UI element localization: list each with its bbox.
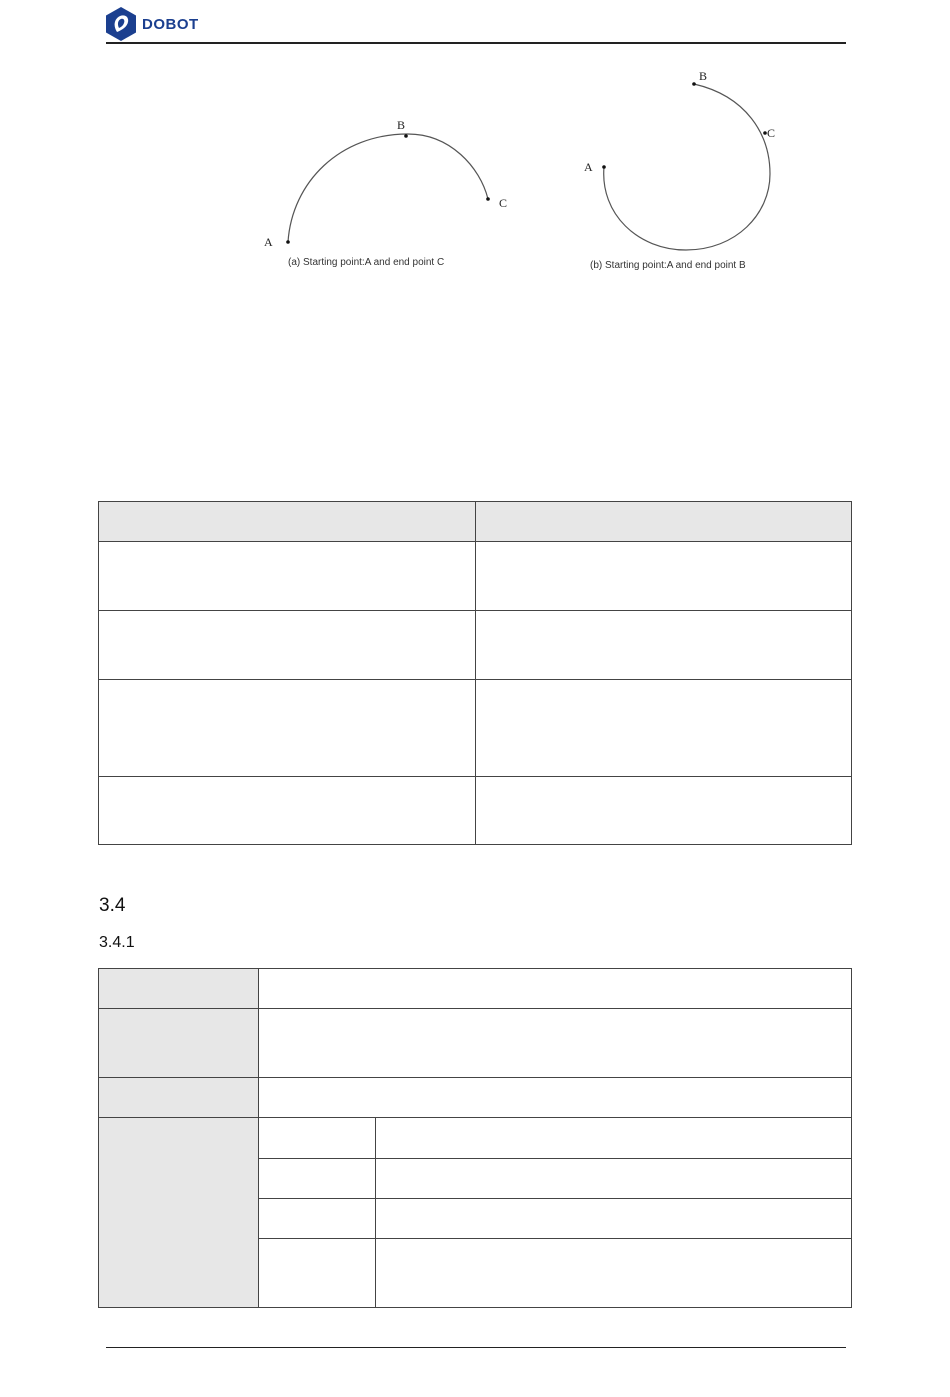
subsection-heading: 3.4.1 xyxy=(99,934,135,951)
arc-a-label-c: C xyxy=(499,196,508,210)
table-cell xyxy=(476,680,852,777)
arc-b-curve xyxy=(604,84,770,250)
header-rule xyxy=(106,42,846,44)
figure-a-caption: (a) Starting point:A and end point C xyxy=(288,257,445,268)
table-header-cell xyxy=(476,502,852,542)
table-row xyxy=(99,542,852,611)
table-label-cell xyxy=(99,1078,259,1118)
header-logo xyxy=(104,6,199,42)
arc-a-label-a: A xyxy=(264,235,273,249)
table-row xyxy=(99,680,852,777)
table-cell xyxy=(476,777,852,845)
table-cell xyxy=(376,1239,852,1308)
table-cell xyxy=(376,1199,852,1239)
table-label-cell xyxy=(99,1118,259,1308)
table-cell xyxy=(476,611,852,680)
arc-a-point-b xyxy=(404,134,408,138)
table-cell xyxy=(259,1078,852,1118)
table-row xyxy=(99,777,852,845)
dobot-logo-icon xyxy=(104,6,138,42)
arc-a-curve xyxy=(288,134,488,242)
table-cell xyxy=(376,1118,852,1159)
arc-figure-a xyxy=(260,112,520,272)
table-cell xyxy=(476,542,852,611)
table-cell xyxy=(99,777,476,845)
arc-b-point-a xyxy=(602,165,606,169)
section-heading: 3.4 xyxy=(99,895,126,916)
table-cell xyxy=(99,542,476,611)
table-header-row xyxy=(99,502,852,542)
arc-b-label-a: A xyxy=(584,160,593,174)
footer-rule xyxy=(106,1347,846,1348)
arc-b-point-b xyxy=(692,82,696,86)
arc-a-label-b: B xyxy=(397,118,406,132)
table-cell xyxy=(259,1159,376,1199)
table-label-cell xyxy=(99,1009,259,1078)
table-cell xyxy=(259,1118,376,1159)
arc-figure-b xyxy=(578,64,788,274)
table-header-cell xyxy=(99,502,476,542)
brand-name: DOBOT xyxy=(142,15,199,33)
table-row xyxy=(99,1078,852,1118)
table-row xyxy=(99,1118,852,1159)
api-spec-table xyxy=(98,968,852,1308)
arc-a-point-a xyxy=(286,240,290,244)
table-cell xyxy=(259,1009,852,1078)
table-cell xyxy=(99,611,476,680)
arc-b-label-b: B xyxy=(699,69,708,83)
table-row xyxy=(99,611,852,680)
table-cell xyxy=(376,1159,852,1199)
table-cell xyxy=(259,1199,376,1239)
arc-b-label-c: C xyxy=(767,126,776,140)
table-row xyxy=(99,1009,852,1078)
table-row xyxy=(99,969,852,1009)
parameter-table xyxy=(98,501,852,845)
table-cell xyxy=(259,969,852,1009)
arc-a-point-c xyxy=(486,197,490,201)
table-label-cell xyxy=(99,969,259,1009)
figure-b-caption: (b) Starting point:A and end point B xyxy=(590,260,746,271)
table-cell xyxy=(259,1239,376,1308)
table-cell xyxy=(99,680,476,777)
